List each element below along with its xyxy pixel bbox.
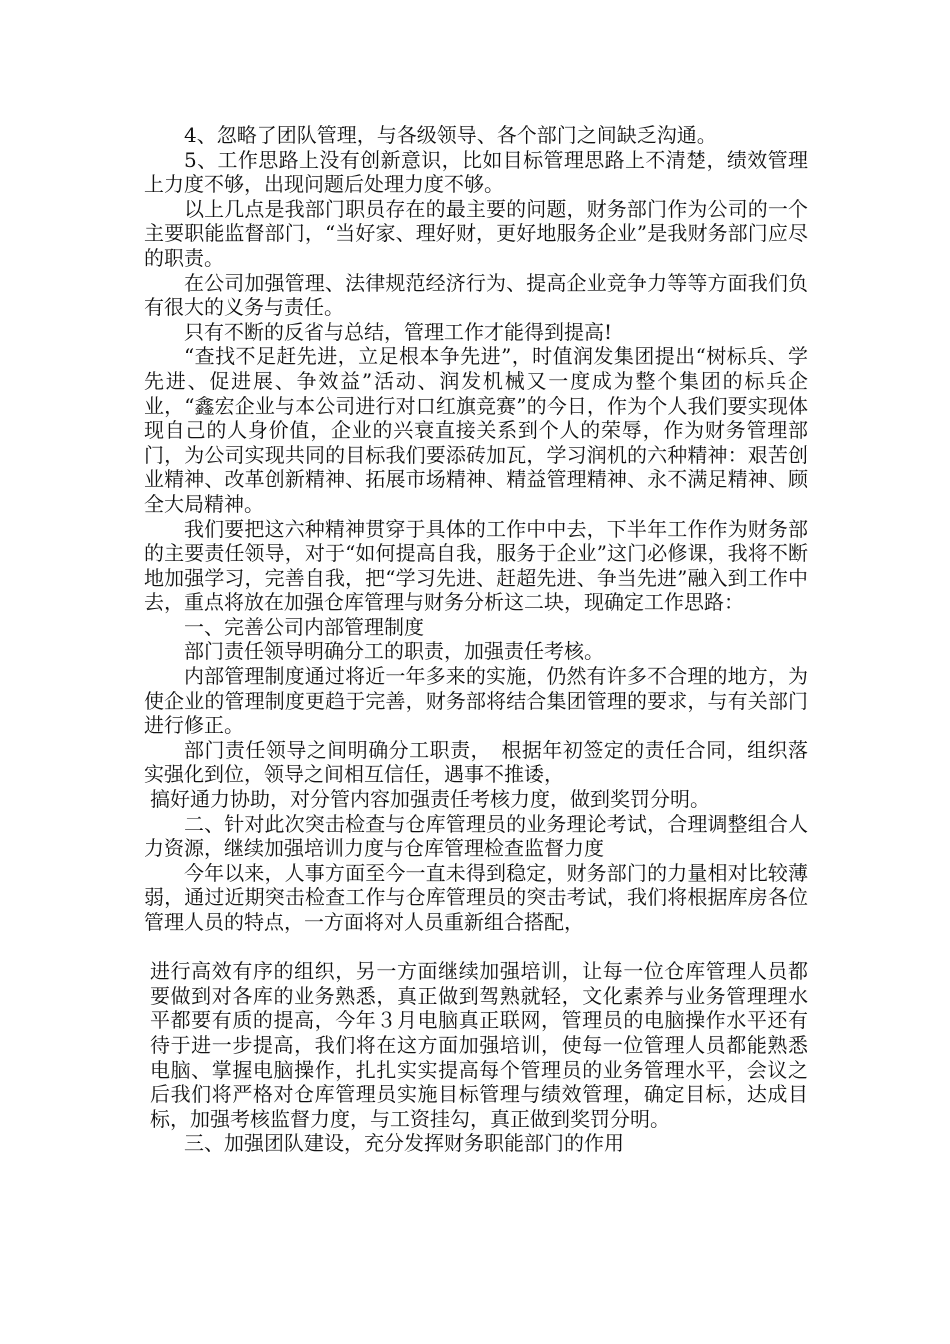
paragraph-3: 以上几点是我部门职员存在的最主要的问题，财务部门作为公司的一个主要职能监督部门，“当好家、理好财，更好地服务企业”是我财务部门应尽的职责。 xyxy=(144,196,808,270)
paragraph-6: “查找不足赶先进，立足根本争先进”，时值润发集团提出“树标兵、学先进、促进展、争效益”活动、润发机械又一度成为整个集团的标兵企业，“鑫宏企业与本公司进行对口红旗竞赛”的今日，作为个人我们要实现体现自己的人身价值，企业的兴衰直接关系到个人的荣辱，作为财务管理部门，为公司实现共同的目标我们要添砖加瓦，学习润机的六种精神：艰苦创业精神、改革创新精神、拓展市场精神、精益管理精神、永不满足精神、顾全大局精神。 xyxy=(144,344,808,516)
section-heading-2: 二、针对此次突击检查与仓库管理员的业务理论考试，合理调整组合人力资源，继续加强培训力度与仓库管理检查监督力度 xyxy=(144,811,808,861)
paragraph-13: 进行高效有序的组织，另一方面继续加强培训，让每一位仓库管理人员都要做到对各库的业务熟悉，真正做到驾熟就轻，文化素养与业务管理理水平都要有质的提高，今年３月电脑真正联网，管理员的电脑操作水平还有待于进一步提高，我们将在这方面加强培训，使每一位管理人员都能熟悉电脑、掌握电脑操作，扎扎实实提高每个管理员的业务管理水平，会议之后我们将严格对仓库管理员实施目标管理与绩效管理，确定目标，达成目标，加强考核监督力度，与工资挂勾，真正做到奖罚分明。 xyxy=(150,959,808,1131)
paragraph-4: 在公司加强管理、法律规范经济行为、提高企业竞争力等等方面我们负有很大的义务与责任。 xyxy=(144,270,808,320)
paragraph-9: 内部管理制度通过将近一年多来的实施，仍然有许多不合理的地方，为使企业的管理制度更趋于完善，财务部将结合集团管理的要求，与有关部门进行修正。 xyxy=(144,664,808,738)
section-heading-1: 一、完善公司内部管理制度 xyxy=(184,614,424,639)
paragraph-11: 搞好通力协助，对分管内容加强责任考核力度，做到奖罚分明。 xyxy=(150,787,710,812)
section-heading-3: 三、加强团队建设，充分发挥财务职能部门的作用 xyxy=(184,1131,624,1156)
paragraph-8: 部门责任领导明确分工的职责，加强责任考核。 xyxy=(184,639,604,664)
paragraph-5: 只有不断的反省与总结，管理工作才能得到提高! xyxy=(184,319,613,344)
paragraph-2: 5、工作思路上没有创新意识，比如目标管理思路上不清楚，绩效管理上力度不够，出现问题后处理力度不够。 xyxy=(144,147,808,197)
paragraph-10: 部门责任领导之间明确分工职责， 根据年初签定的责任合同，组织落实强化到位，领导之间相互信任，遇事不推诿， xyxy=(144,737,808,787)
document-body xyxy=(144,123,808,1156)
paragraph-12: 今年以来，人事方面至今一直未得到稳定，财务部门的力量相对比较薄弱，通过近期突击检查工作与仓库管理员的突击考试，我们将根据库房各位管理人员的特点，一方面将对人员重新组合搭配， xyxy=(144,860,808,934)
paragraph-7: 我们要把这六种精神贯穿于具体的工作中中去，下半年工作作为财务部的主要责任领导，对于“如何提高自我，服务于企业”这门必修课，我将不断地加强学习，完善自我，把“学习先进、赶超先进、争当先进”融入到工作中去，重点将放在加强仓库管理与财务分析这二块，现确定工作思路： xyxy=(144,516,808,615)
paragraph-1: 4、忽略了团队管理，与各级领导、各个部门之间缺乏沟通。 xyxy=(184,123,717,147)
